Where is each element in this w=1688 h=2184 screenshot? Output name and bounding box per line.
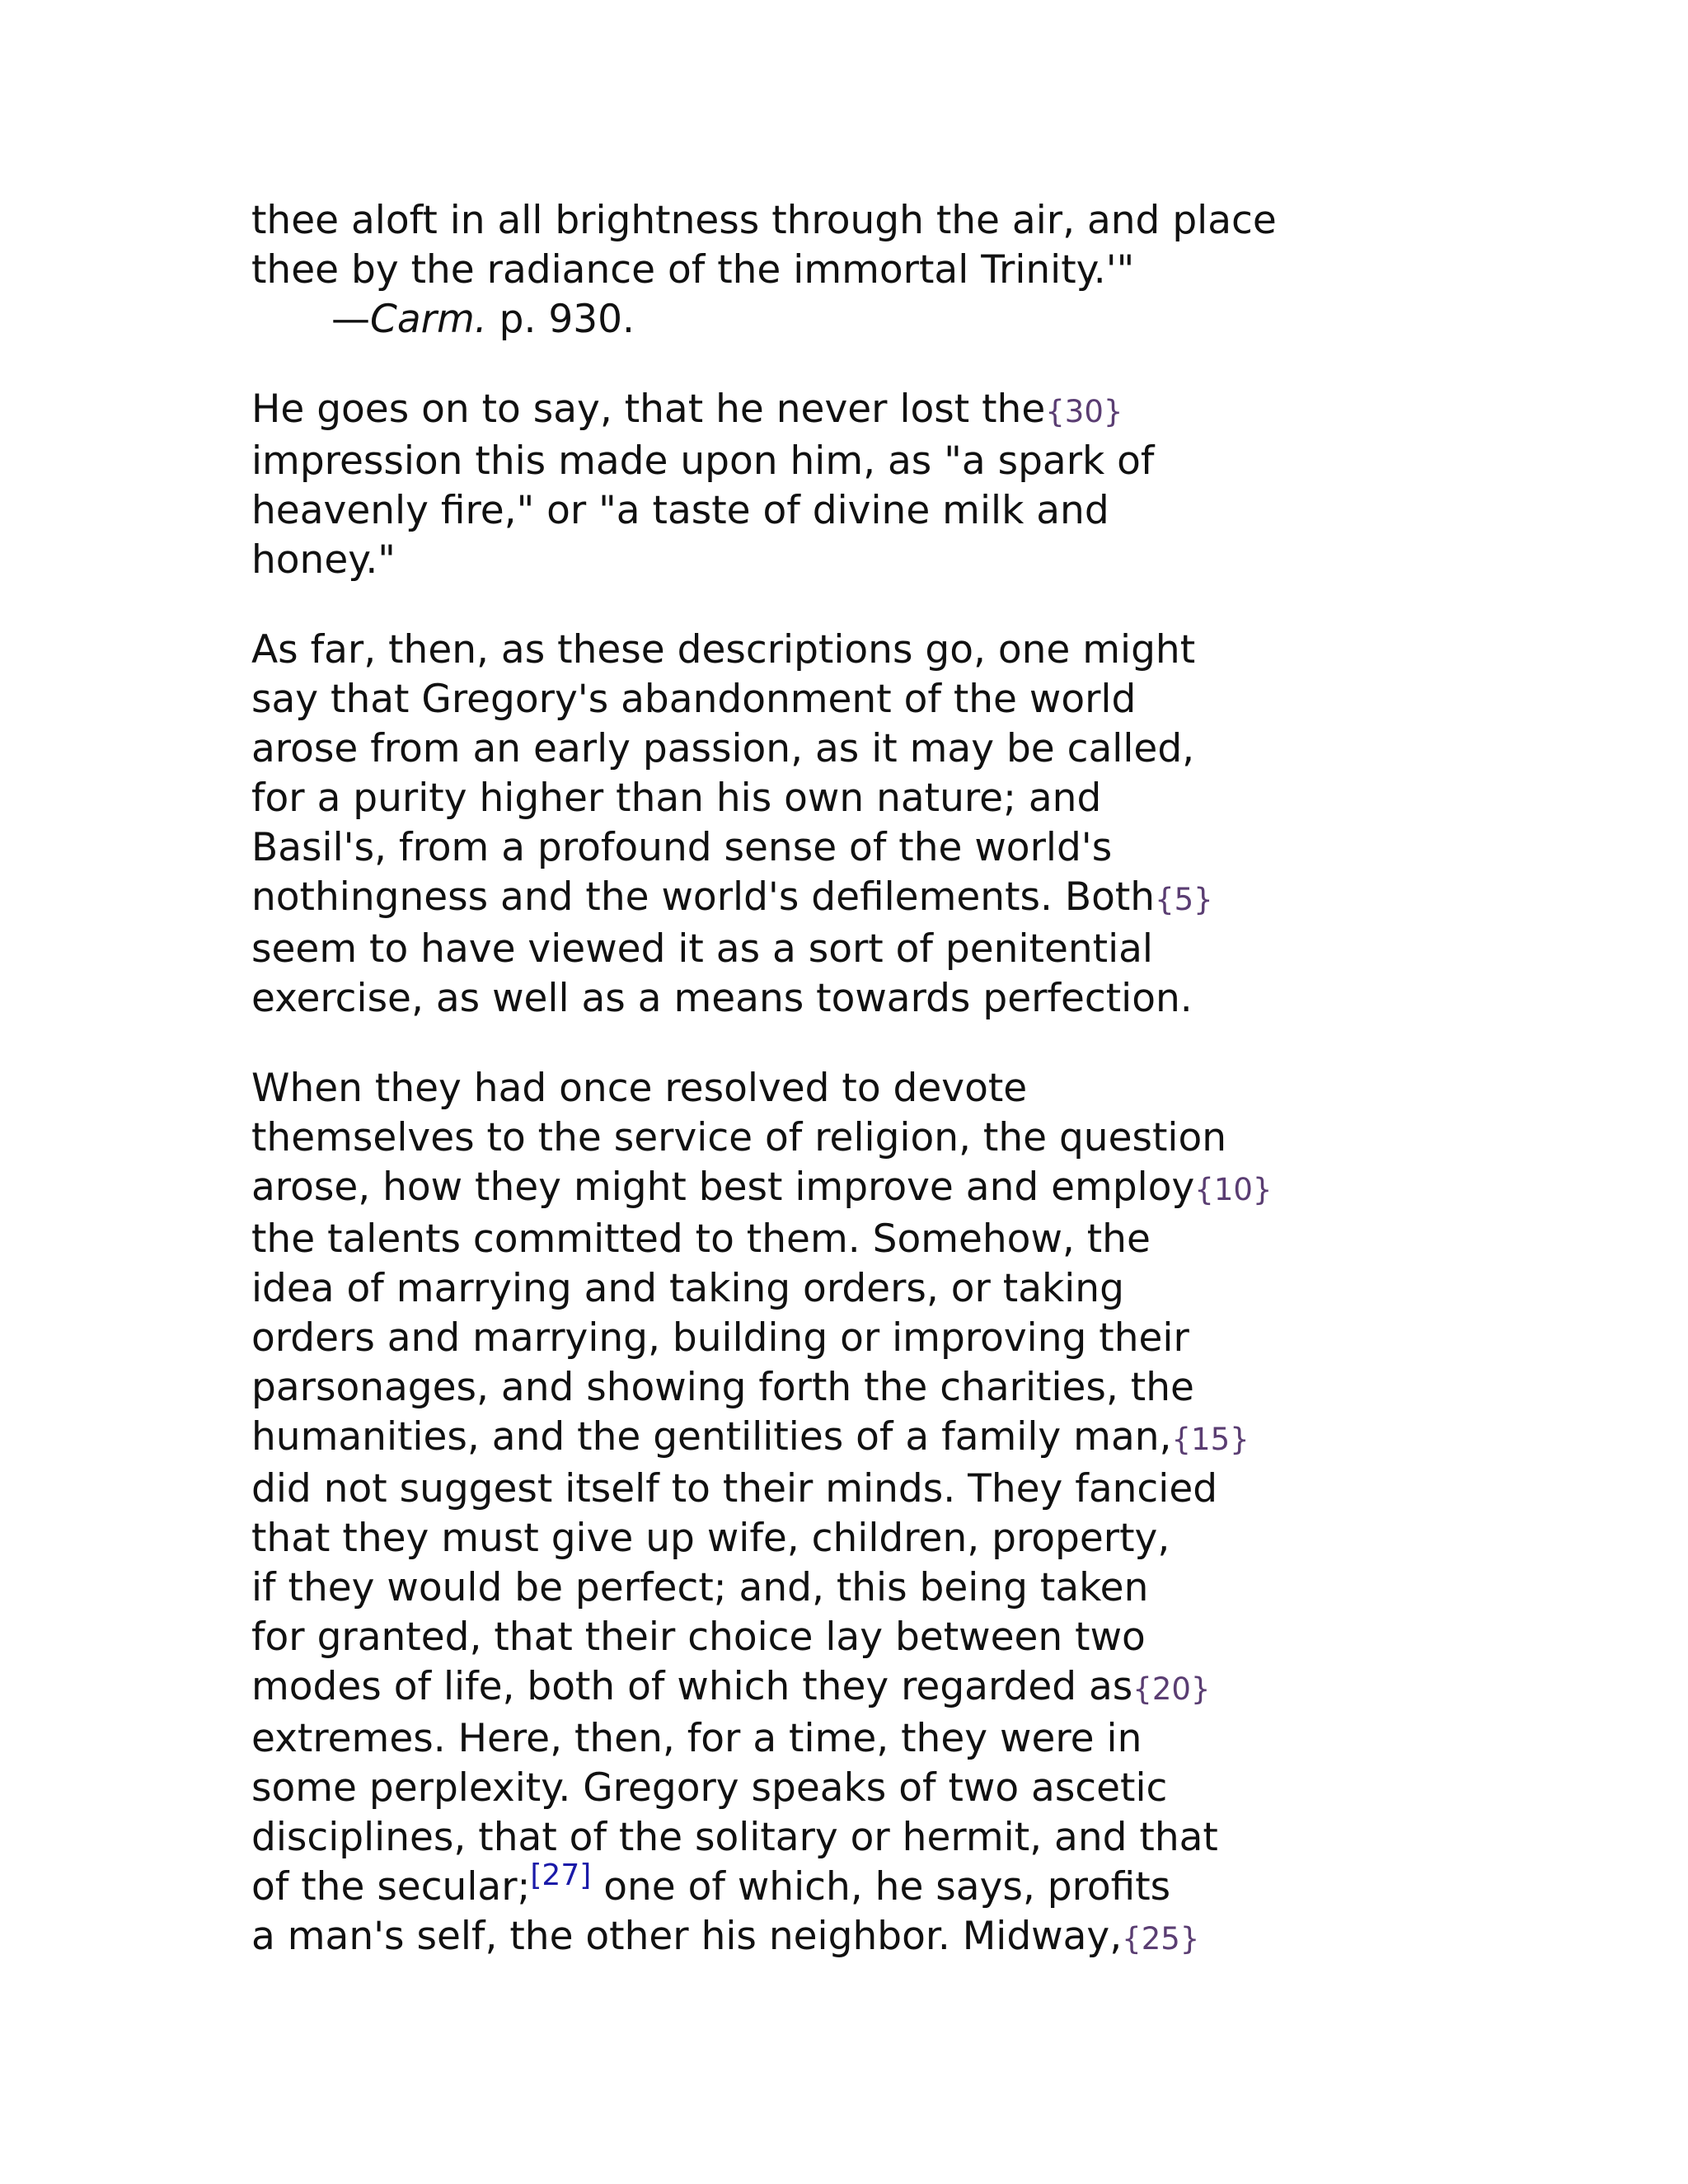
text-line: disciplines, that of the solitary or hermit, and that <box>251 1815 1218 1860</box>
text-line: seem to have viewed it as a sort of penitential <box>251 926 1153 972</box>
text-line: that they must give up wife, children, property, <box>251 1516 1170 1561</box>
line-number-marker: {15} <box>1171 1422 1250 1457</box>
line-number-marker: {10} <box>1194 1172 1273 1207</box>
paragraph-3 <box>251 1064 1273 1964</box>
text-line: did not suggest itself to their minds. They fancied <box>251 1466 1218 1511</box>
paragraph-1 <box>251 385 1273 585</box>
text-line: for a purity higher than his own nature; and <box>251 776 1102 821</box>
text-line: heavenly fire," or "a taste of divine milk and <box>251 488 1109 533</box>
text-line <box>251 385 1273 437</box>
line-number-marker: {30} <box>1045 394 1123 429</box>
citation-dash: — <box>331 297 370 342</box>
text-line <box>251 873 1273 925</box>
paragraph-2 <box>251 626 1273 1024</box>
text-line: themselves to the service of religion, the question <box>251 1115 1227 1160</box>
text-run: He goes on to say, that he never lost the <box>251 387 1046 432</box>
text-line: extremes. Here, then, for a time, they were in <box>251 1716 1142 1761</box>
text-run: arose, how they might best improve and employ <box>251 1165 1195 1210</box>
text-line: for granted, that their choice lay between two <box>251 1615 1146 1660</box>
citation-page: p. 930. <box>486 297 635 342</box>
text-line: Basil's, from a profound sense of the world's <box>251 825 1113 870</box>
quote-line: thee aloft in all brightness through the air, and place <box>251 198 1277 243</box>
citation-work: Carm. <box>370 297 487 342</box>
footnote-link[interactable]: [27] <box>530 1858 592 1892</box>
text-line: if they would be perfect; and, this being taken <box>251 1565 1149 1610</box>
quote-block <box>251 196 1277 344</box>
line-number-marker: {20} <box>1132 1671 1211 1707</box>
text-line: exercise, as well as a means towards perfection. <box>251 976 1193 1021</box>
line-number-marker: {25} <box>1122 1921 1200 1957</box>
quote-citation <box>251 295 1273 344</box>
text-run: humanities, and the gentilities of a family man, <box>251 1414 1172 1460</box>
text-line: parsonages, and showing forth the charities, the <box>251 1365 1194 1410</box>
text-line <box>251 1163 1273 1215</box>
text-line: honey." <box>251 537 396 583</box>
text-run: nothingness and the world's defilements. Both <box>251 874 1156 920</box>
text-line <box>251 1858 1273 1912</box>
text-line <box>251 1662 1273 1714</box>
text-line: say that Gregory's abandonment of the world <box>251 677 1137 722</box>
text-line <box>251 1912 1273 1964</box>
text-line: When they had once resolved to devote <box>251 1066 1028 1111</box>
text-line: idea of marrying and taking orders, or taking <box>251 1266 1124 1311</box>
text-line: impression this made upon him, as "a spark of <box>251 438 1155 484</box>
quote-line: thee by the radiance of the immortal Trinity.'" <box>251 247 1135 293</box>
text-line <box>251 1413 1273 1465</box>
document-page <box>251 196 1277 2004</box>
text-run: a man's self, the other his neighbor. Midway, <box>251 1914 1123 1959</box>
text-line: the talents committed to them. Somehow, the <box>251 1216 1151 1262</box>
text-run: modes of life, both of which they regarded as <box>251 1664 1133 1709</box>
text-line: arose from an early passion, as it may be called, <box>251 726 1195 771</box>
text-run: of the secular; <box>251 1864 531 1910</box>
line-number-marker: {5} <box>1155 882 1213 917</box>
text-line: As far, then, as these descriptions go, one might <box>251 627 1196 673</box>
text-line: orders and marrying, building or improving their <box>251 1315 1189 1361</box>
text-run: one of which, he says, profits <box>591 1864 1171 1910</box>
text-line: some perplexity. Gregory speaks of two ascetic <box>251 1765 1168 1811</box>
